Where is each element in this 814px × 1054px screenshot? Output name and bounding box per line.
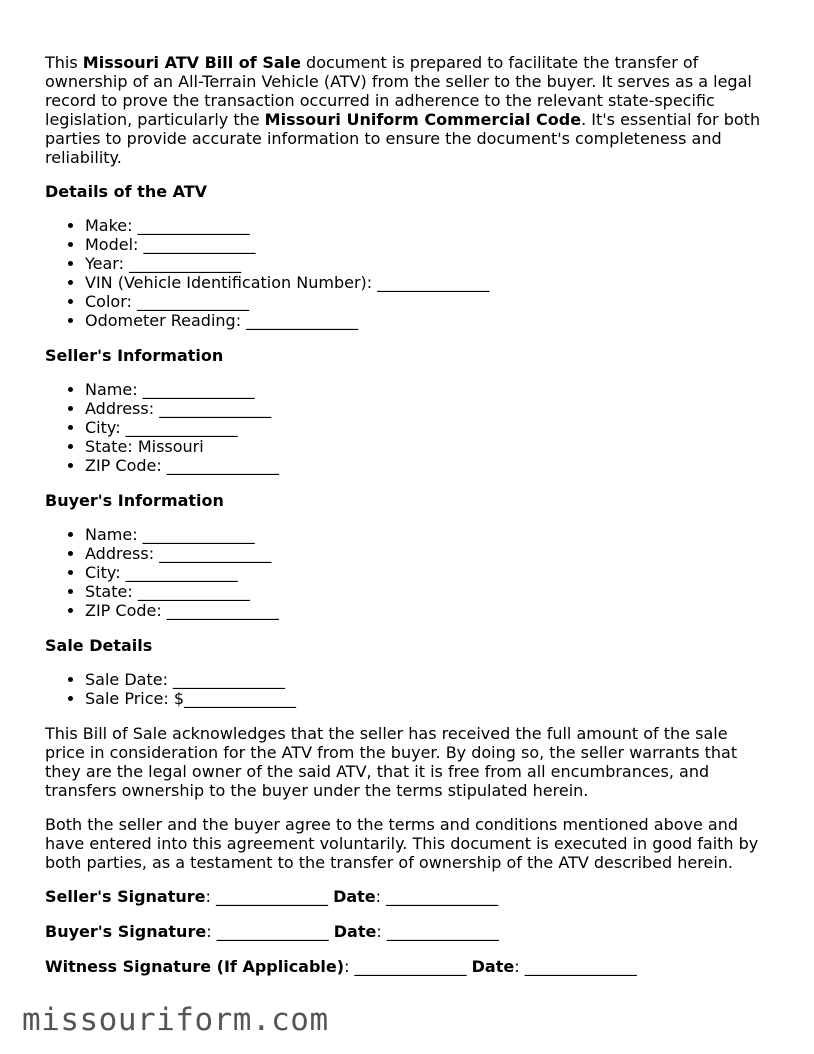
intro-bold-code: Missouri Uniform Commercial Code: [264, 110, 582, 129]
site-watermark: missouriform.com: [22, 1002, 329, 1038]
sale-details-list: [45, 670, 770, 708]
intro-bold-title: Missouri ATV Bill of Sale: [82, 53, 301, 72]
list-item: • Name: ______________: [85, 380, 770, 399]
list-item: • VIN (Vehicle Identification Number): ______________: [85, 273, 770, 292]
list-item: • ZIP Code: ______________: [85, 456, 770, 475]
atv-details-list: [45, 216, 770, 330]
list-item: • Address: ______________: [85, 544, 770, 563]
document-body: [45, 53, 770, 992]
list-item: • City: ______________: [85, 563, 770, 582]
list-item: • Color: ______________: [85, 292, 770, 311]
buyer-info-list: [45, 525, 770, 620]
list-item: • Make: ______________: [85, 216, 770, 235]
list-item: • Model: ______________: [85, 235, 770, 254]
intro-paragraph: This Missouri ATV Bill of Sale document is prepared to facilitate the transfer of ownership of an All-Terrain Vehicle (ATV) from the seller to the buyer. It serves as a legal record to prove the transaction occurred in adherence to the relevant state-specific legislation, particularly the Missouri Uniform Commercial Code. It's essential for both parties to provide accurate information to ensure the document's completeness and reliability.: [45, 53, 761, 167]
buyer-info-heading: Buyer's Information: [45, 491, 224, 510]
list-item: • State: Missouri: [85, 437, 770, 456]
list-item: • Address: ______________: [85, 399, 770, 418]
seller-info-heading: Seller's Information: [45, 346, 224, 365]
seller-info-list: [45, 380, 770, 475]
agreement-paragraph: Both the seller and the buyer agree to the terms and conditions mentioned above and have entered into this agreement voluntarily. This document is executed in good faith by both parties, as a testament to the transfer of ownership of the ATV described herein.: [45, 815, 759, 872]
list-item: • ZIP Code: ______________: [85, 601, 770, 620]
list-item: • Name: ______________: [85, 525, 770, 544]
list-item: • City: ______________: [85, 418, 770, 437]
atv-details-heading: Details of the ATV: [45, 182, 208, 201]
list-item: • Sale Date: ______________: [85, 670, 770, 689]
buyer-signature-line: Buyer's Signature: ______________ Date: ______________: [45, 922, 499, 941]
seller-signature-line: Seller's Signature: ______________ Date: ______________: [45, 887, 499, 906]
sale-details-heading: Sale Details: [45, 636, 153, 655]
witness-signature-line: Witness Signature (If Applicable): ______________ Date: ______________: [45, 957, 637, 976]
list-item: • State: ______________: [85, 582, 770, 601]
list-item: • Odometer Reading: ______________: [85, 311, 770, 330]
list-item: • Year: ______________: [85, 254, 770, 273]
acknowledgement-paragraph: This Bill of Sale acknowledges that the seller has received the full amount of the sale price in consideration for the ATV from the buyer. By doing so, the seller warrants that they are the legal owner of the said ATV, that it is free from all encumbrances, and transfers ownership to the buyer under the terms stipulated herein.: [45, 724, 738, 800]
list-item: • Sale Price: $______________: [85, 689, 770, 708]
